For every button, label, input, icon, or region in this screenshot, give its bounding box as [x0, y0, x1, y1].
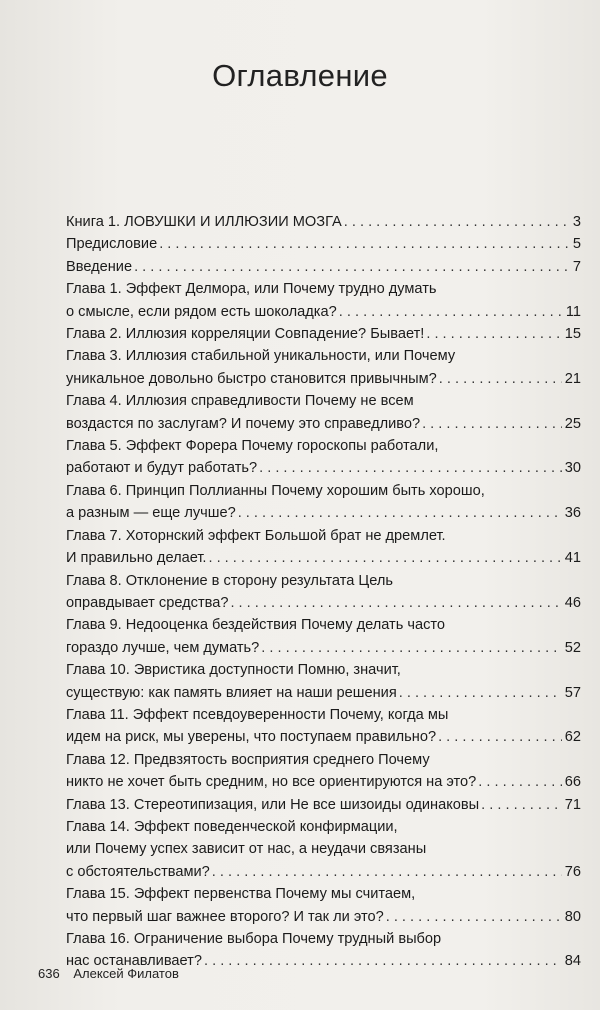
toc-entry-text: нас останавливает?	[66, 953, 202, 970]
toc-leader-dots	[344, 211, 570, 233]
toc-leader-dots	[438, 726, 562, 748]
toc-page-number: 11	[565, 303, 581, 320]
toc-entry-text: гораздо лучше, чем думать?	[66, 639, 260, 656]
toc-entry	[66, 323, 581, 345]
toc-entry	[66, 278, 581, 323]
toc-entry-text: Глава 16. Ограничение выбора Почему трудный выбор	[66, 931, 442, 947]
toc-entry-text: о смысле, если рядом есть шоколадка?	[66, 303, 337, 320]
toc-leader-dots	[439, 368, 562, 390]
toc-entry-text: Глава 1. Эффект Делмора, или Почему трудно думать	[66, 281, 437, 298]
toc-page-number: 80	[564, 908, 581, 925]
page-number: 636	[38, 966, 60, 981]
toc-leader-dots	[159, 233, 570, 255]
toc-leader-dots	[426, 323, 561, 345]
toc-entry-text: Глава 6. Принцип Поллианны Почему хорошим быть хорошо,	[66, 482, 485, 499]
toc-entry-text: воздастся по заслугам? И почему это справедливо?	[66, 415, 421, 432]
toc-entry-text: Глава 4. Иллюзия справедливости Почему не всем	[66, 393, 414, 410]
toc-entry-text: Предисловие	[66, 236, 158, 253]
toc-entry-text: что первый шаг важнее второго? И так ли это?	[66, 908, 384, 925]
toc-page-number: 15	[564, 326, 581, 343]
toc-entry	[66, 390, 581, 435]
toc-entry	[66, 345, 581, 390]
toc-entry-text: Введение	[66, 258, 133, 275]
toc-leader-dots	[230, 592, 561, 614]
toc-entry	[66, 794, 581, 816]
toc-entry-text: существую: как память влияет на наши решения	[66, 684, 397, 701]
toc-entry-text: а разным — еще лучше?	[66, 505, 236, 522]
toc-entry-text: уникальное довольно быстро становится привычным?	[66, 370, 437, 387]
toc-entry-text: Глава 11. Эффект псевдоуверенности Почему, когда мы	[66, 706, 449, 723]
toc-entry-text: Глава 12. Предвзятость восприятия среднего Почему	[66, 751, 430, 768]
toc-entry	[66, 570, 581, 615]
toc-entry	[66, 816, 581, 883]
toc-leader-dots	[134, 256, 570, 278]
toc-entry-text: Глава 8. Отклонение в сторону результата Цель	[66, 572, 393, 589]
toc-entry	[66, 525, 581, 570]
toc-entry	[66, 233, 581, 255]
table-of-contents	[66, 211, 581, 973]
toc-page-number: 46	[564, 594, 581, 611]
toc-page-number: 41	[564, 550, 581, 567]
toc-page-number: 62	[564, 729, 581, 746]
toc-entry	[66, 659, 581, 704]
toc-leader-dots	[208, 547, 561, 569]
toc-entry-text: Глава 15. Эффект первенства Почему мы считаем,	[66, 886, 416, 903]
toc-entry-text: Глава 9. Недооценка бездействия Почему делать часто	[66, 617, 446, 634]
toc-entry-text: Глава 3. Иллюзия стабильной уникальности, или Почему	[66, 348, 456, 365]
toc-page-number: 7	[572, 258, 581, 275]
footer-author: Алексей Филатов	[73, 966, 179, 981]
toc-entry	[66, 883, 581, 928]
toc-entry-text: Глава 14. Эффект поведенческой конфирмации,	[66, 818, 398, 835]
toc-leader-dots	[261, 637, 561, 659]
toc-leader-dots	[386, 906, 562, 928]
toc-page-number: 36	[564, 505, 581, 522]
toc-page-number: 30	[564, 460, 581, 477]
toc-entry	[66, 614, 581, 659]
toc-entry-text: идем на риск, мы уверены, что поступаем правильно?	[66, 729, 437, 746]
toc-entry-text: Глава 13. Стереотипизация, или Не все шизоиды одинаковы	[66, 796, 480, 813]
toc-entry-text: Глава 7. Хоторнский эффект Большой брат не дремлет.	[66, 527, 446, 544]
page-title: Оглавление	[212, 58, 388, 93]
toc-leader-dots	[204, 950, 562, 972]
toc-entry-text: или Почему успех зависит от нас, а неудачи связаны	[66, 841, 427, 858]
toc-entry	[66, 480, 581, 525]
toc-page-number: 21	[564, 370, 581, 387]
toc-leader-dots	[238, 502, 562, 524]
toc-leader-dots	[478, 771, 561, 793]
toc-page-number: 57	[564, 684, 581, 701]
toc-leader-dots	[259, 457, 562, 479]
toc-entry-text: Глава 2. Иллюзия корреляции Совпадение? Бывает!	[66, 326, 425, 343]
toc-entry-text: Глава 5. Эффект Форера Почему гороскопы работали,	[66, 438, 439, 455]
toc-page-number: 71	[564, 796, 581, 813]
toc-leader-dots	[212, 861, 562, 883]
toc-page-number: 66	[564, 774, 581, 791]
toc-entry	[66, 211, 581, 233]
toc-leader-dots	[422, 413, 562, 435]
toc-entry-text: Глава 10. Эвристика доступности Помню, значит,	[66, 662, 401, 679]
toc-page-number: 84	[564, 953, 581, 970]
toc-entry-text: Книга 1. ЛОВУШКИ И ИЛЛЮЗИИ МОЗГА	[66, 214, 342, 230]
toc-leader-dots	[339, 301, 563, 323]
toc-entry-text: работают и будут работать?	[66, 460, 258, 477]
toc-entry-text: И правильно делает.	[66, 550, 207, 567]
toc-leader-dots	[399, 682, 562, 704]
toc-page-number: 52	[564, 639, 581, 656]
toc-page-number: 76	[564, 863, 581, 880]
toc-entry	[66, 749, 581, 794]
toc-page-number: 5	[572, 236, 581, 253]
toc-entry-text: никто не хочет быть средним, но все ориентируются на это?	[66, 774, 477, 791]
toc-leader-dots	[481, 794, 562, 816]
toc-page-number: 3	[572, 214, 581, 230]
toc-entry	[66, 704, 581, 749]
toc-entry	[66, 435, 581, 480]
toc-entry-text: с обстоятельствами?	[66, 863, 210, 880]
page-footer	[38, 966, 179, 981]
toc-entry	[66, 256, 581, 278]
toc-page-number: 25	[564, 415, 581, 432]
toc-entry-text: оправдывает средства?	[66, 594, 229, 611]
